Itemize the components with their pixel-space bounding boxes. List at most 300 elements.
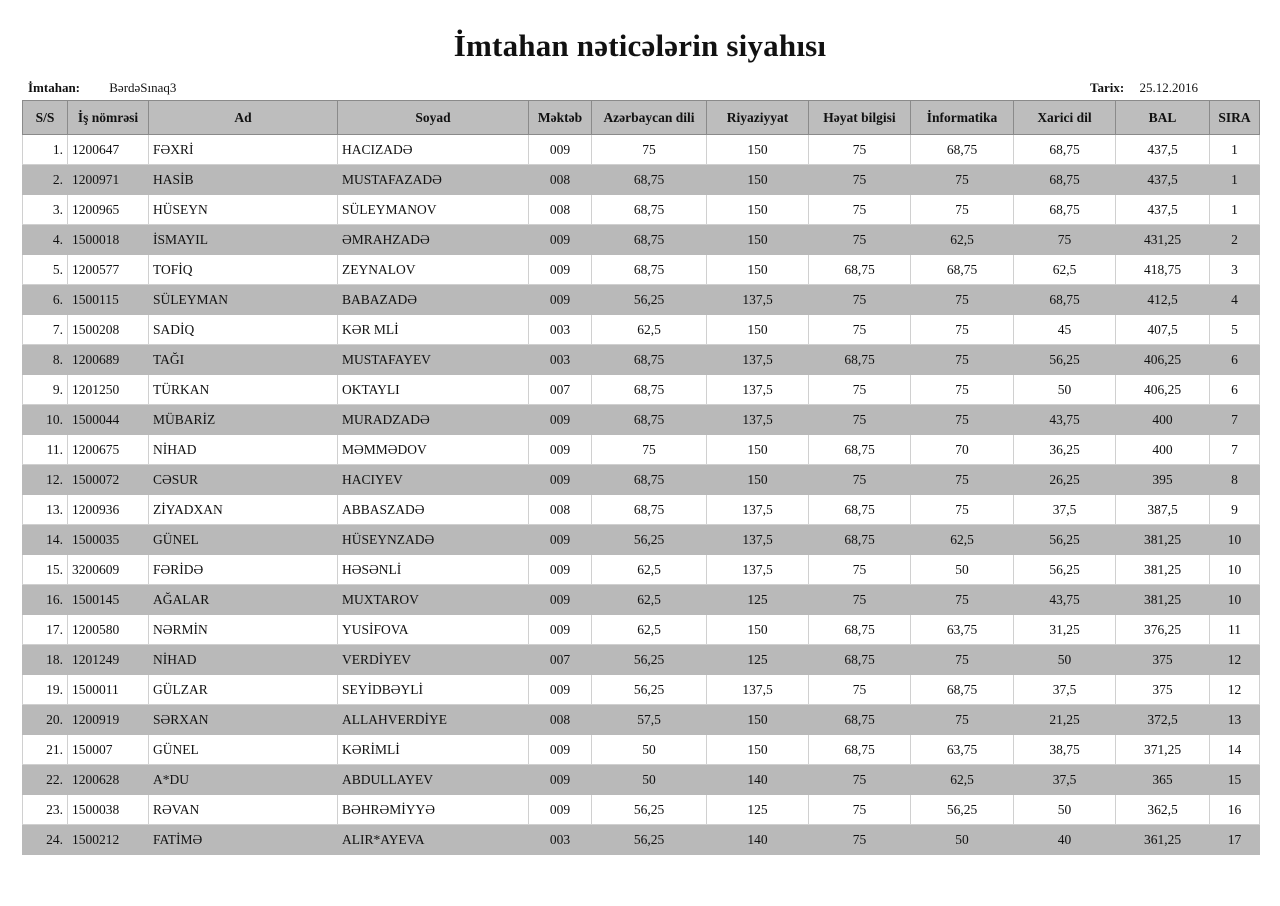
cell-name: CƏSUR bbox=[149, 465, 338, 495]
cell-azerbaijani: 68,75 bbox=[592, 405, 707, 435]
cell-informatics: 75 bbox=[911, 495, 1014, 525]
cell-name: SƏRXAN bbox=[149, 705, 338, 735]
col-header-math: Riyaziyyat bbox=[707, 101, 809, 135]
cell-foreign-language: 40 bbox=[1014, 825, 1116, 855]
cell-rank: 3 bbox=[1210, 255, 1260, 285]
cell-math: 125 bbox=[707, 645, 809, 675]
cell-informatics: 75 bbox=[911, 465, 1014, 495]
cell-math: 150 bbox=[707, 735, 809, 765]
cell-rank: 16 bbox=[1210, 795, 1260, 825]
table-row bbox=[23, 585, 1260, 615]
cell-azerbaijani: 68,75 bbox=[592, 255, 707, 285]
cell-surname: OKTAYLI bbox=[338, 375, 529, 405]
cell-ss: 23. bbox=[23, 795, 68, 825]
cell-azerbaijani: 50 bbox=[592, 765, 707, 795]
col-header-azerbaijani: Azərbaycan dili bbox=[592, 101, 707, 135]
cell-work-number: 1500145 bbox=[68, 585, 149, 615]
cell-life-science: 68,75 bbox=[809, 615, 911, 645]
cell-life-science: 75 bbox=[809, 585, 911, 615]
cell-school: 008 bbox=[529, 165, 592, 195]
cell-informatics: 63,75 bbox=[911, 615, 1014, 645]
cell-score: 371,25 bbox=[1116, 735, 1210, 765]
cell-name: NƏRMİN bbox=[149, 615, 338, 645]
cell-name: ZİYADXAN bbox=[149, 495, 338, 525]
cell-life-science: 75 bbox=[809, 285, 911, 315]
cell-rank: 5 bbox=[1210, 315, 1260, 345]
cell-school: 009 bbox=[529, 465, 592, 495]
table-row bbox=[23, 795, 1260, 825]
cell-work-number: 1201249 bbox=[68, 645, 149, 675]
cell-rank: 8 bbox=[1210, 465, 1260, 495]
cell-foreign-language: 50 bbox=[1014, 375, 1116, 405]
cell-school: 008 bbox=[529, 705, 592, 735]
cell-math: 150 bbox=[707, 135, 809, 165]
cell-life-science: 75 bbox=[809, 825, 911, 855]
cell-name: AĞALAR bbox=[149, 585, 338, 615]
cell-foreign-language: 50 bbox=[1014, 645, 1116, 675]
cell-ss: 18. bbox=[23, 645, 68, 675]
cell-school: 003 bbox=[529, 345, 592, 375]
cell-informatics: 75 bbox=[911, 405, 1014, 435]
cell-azerbaijani: 75 bbox=[592, 135, 707, 165]
cell-azerbaijani: 68,75 bbox=[592, 465, 707, 495]
cell-surname: HƏSƏNLİ bbox=[338, 555, 529, 585]
cell-surname: BABAZADƏ bbox=[338, 285, 529, 315]
cell-azerbaijani: 56,25 bbox=[592, 825, 707, 855]
cell-rank: 14 bbox=[1210, 735, 1260, 765]
cell-informatics: 75 bbox=[911, 645, 1014, 675]
cell-math: 125 bbox=[707, 795, 809, 825]
table-row bbox=[23, 195, 1260, 225]
cell-school: 008 bbox=[529, 195, 592, 225]
cell-informatics: 75 bbox=[911, 345, 1014, 375]
cell-score: 406,25 bbox=[1116, 375, 1210, 405]
cell-surname: MUXTAROV bbox=[338, 585, 529, 615]
cell-informatics: 68,75 bbox=[911, 255, 1014, 285]
cell-name: A*DU bbox=[149, 765, 338, 795]
cell-surname: ƏMRAHZADƏ bbox=[338, 225, 529, 255]
cell-ss: 1. bbox=[23, 135, 68, 165]
cell-school: 009 bbox=[529, 765, 592, 795]
cell-score: 362,5 bbox=[1116, 795, 1210, 825]
cell-score: 375 bbox=[1116, 645, 1210, 675]
cell-azerbaijani: 62,5 bbox=[592, 585, 707, 615]
cell-name: GÜNEL bbox=[149, 525, 338, 555]
cell-life-science: 68,75 bbox=[809, 435, 911, 465]
cell-life-science: 68,75 bbox=[809, 495, 911, 525]
cell-informatics: 70 bbox=[911, 435, 1014, 465]
cell-school: 007 bbox=[529, 375, 592, 405]
cell-foreign-language: 68,75 bbox=[1014, 165, 1116, 195]
cell-surname: BƏHRƏMİYYƏ bbox=[338, 795, 529, 825]
col-header-ss: S/S bbox=[23, 101, 68, 135]
cell-surname: ABBASZADƏ bbox=[338, 495, 529, 525]
col-header-surname: Soyad bbox=[338, 101, 529, 135]
cell-azerbaijani: 56,25 bbox=[592, 285, 707, 315]
cell-surname: HACIZADƏ bbox=[338, 135, 529, 165]
col-header-school: Məktəb bbox=[529, 101, 592, 135]
cell-math: 137,5 bbox=[707, 375, 809, 405]
cell-surname: ABDULLAYEV bbox=[338, 765, 529, 795]
cell-score: 361,25 bbox=[1116, 825, 1210, 855]
cell-math: 140 bbox=[707, 825, 809, 855]
cell-rank: 17 bbox=[1210, 825, 1260, 855]
cell-informatics: 62,5 bbox=[911, 765, 1014, 795]
cell-rank: 10 bbox=[1210, 585, 1260, 615]
cell-life-science: 75 bbox=[809, 795, 911, 825]
cell-life-science: 68,75 bbox=[809, 645, 911, 675]
cell-rank: 6 bbox=[1210, 345, 1260, 375]
exam-value: BərdəSınaq3 bbox=[109, 80, 177, 95]
cell-informatics: 75 bbox=[911, 285, 1014, 315]
cell-ss: 19. bbox=[23, 675, 68, 705]
cell-azerbaijani: 68,75 bbox=[592, 165, 707, 195]
cell-rank: 15 bbox=[1210, 765, 1260, 795]
cell-life-science: 75 bbox=[809, 195, 911, 225]
cell-foreign-language: 26,25 bbox=[1014, 465, 1116, 495]
cell-rank: 6 bbox=[1210, 375, 1260, 405]
cell-school: 009 bbox=[529, 675, 592, 705]
cell-life-science: 75 bbox=[809, 405, 911, 435]
cell-score: 381,25 bbox=[1116, 585, 1210, 615]
cell-azerbaijani: 62,5 bbox=[592, 555, 707, 585]
table-row bbox=[23, 255, 1260, 285]
cell-azerbaijani: 56,25 bbox=[592, 795, 707, 825]
cell-score: 375 bbox=[1116, 675, 1210, 705]
cell-surname: SÜLEYMANOV bbox=[338, 195, 529, 225]
cell-ss: 5. bbox=[23, 255, 68, 285]
cell-work-number: 1200965 bbox=[68, 195, 149, 225]
cell-azerbaijani: 75 bbox=[592, 435, 707, 465]
table-row bbox=[23, 435, 1260, 465]
cell-foreign-language: 37,5 bbox=[1014, 765, 1116, 795]
cell-score: 407,5 bbox=[1116, 315, 1210, 345]
exam-label: İmtahan: bbox=[28, 80, 81, 95]
cell-work-number: 150007 bbox=[68, 735, 149, 765]
cell-school: 009 bbox=[529, 795, 592, 825]
cell-azerbaijani: 62,5 bbox=[592, 315, 707, 345]
cell-work-number: 1200675 bbox=[68, 435, 149, 465]
cell-work-number: 1500018 bbox=[68, 225, 149, 255]
cell-math: 137,5 bbox=[707, 495, 809, 525]
cell-name: HÜSEYN bbox=[149, 195, 338, 225]
cell-math: 150 bbox=[707, 165, 809, 195]
cell-rank: 10 bbox=[1210, 525, 1260, 555]
cell-life-science: 75 bbox=[809, 375, 911, 405]
cell-life-science: 75 bbox=[809, 555, 911, 585]
cell-foreign-language: 21,25 bbox=[1014, 705, 1116, 735]
table-row bbox=[23, 135, 1260, 165]
cell-life-science: 68,75 bbox=[809, 735, 911, 765]
cell-rank: 11 bbox=[1210, 615, 1260, 645]
cell-rank: 1 bbox=[1210, 165, 1260, 195]
table-row bbox=[23, 525, 1260, 555]
cell-score: 437,5 bbox=[1116, 135, 1210, 165]
table-row bbox=[23, 495, 1260, 525]
cell-foreign-language: 56,25 bbox=[1014, 555, 1116, 585]
cell-azerbaijani: 50 bbox=[592, 735, 707, 765]
cell-informatics: 62,5 bbox=[911, 525, 1014, 555]
cell-surname: MUSTAFAZADƏ bbox=[338, 165, 529, 195]
header-row bbox=[23, 101, 1260, 135]
cell-azerbaijani: 68,75 bbox=[592, 375, 707, 405]
cell-math: 137,5 bbox=[707, 675, 809, 705]
cell-azerbaijani: 68,75 bbox=[592, 495, 707, 525]
cell-foreign-language: 43,75 bbox=[1014, 405, 1116, 435]
cell-rank: 12 bbox=[1210, 645, 1260, 675]
cell-informatics: 75 bbox=[911, 585, 1014, 615]
cell-surname: MUSTAFAYEV bbox=[338, 345, 529, 375]
cell-ss: 17. bbox=[23, 615, 68, 645]
cell-surname: VERDİYEV bbox=[338, 645, 529, 675]
cell-school: 007 bbox=[529, 645, 592, 675]
table-row bbox=[23, 315, 1260, 345]
cell-math: 150 bbox=[707, 195, 809, 225]
cell-school: 003 bbox=[529, 315, 592, 345]
cell-informatics: 75 bbox=[911, 195, 1014, 225]
cell-score: 381,25 bbox=[1116, 555, 1210, 585]
cell-work-number: 1500115 bbox=[68, 285, 149, 315]
cell-math: 150 bbox=[707, 435, 809, 465]
cell-azerbaijani: 68,75 bbox=[592, 195, 707, 225]
cell-surname: MƏMMƏDOV bbox=[338, 435, 529, 465]
cell-azerbaijani: 62,5 bbox=[592, 615, 707, 645]
table-row bbox=[23, 705, 1260, 735]
cell-surname: HACIYEV bbox=[338, 465, 529, 495]
cell-math: 150 bbox=[707, 705, 809, 735]
cell-ss: 16. bbox=[23, 585, 68, 615]
table-row bbox=[23, 675, 1260, 705]
cell-name: MÜBARİZ bbox=[149, 405, 338, 435]
cell-foreign-language: 43,75 bbox=[1014, 585, 1116, 615]
cell-name: GÜNEL bbox=[149, 735, 338, 765]
results-table bbox=[22, 100, 1260, 855]
cell-informatics: 62,5 bbox=[911, 225, 1014, 255]
table-row bbox=[23, 645, 1260, 675]
cell-score: 431,25 bbox=[1116, 225, 1210, 255]
cell-foreign-language: 50 bbox=[1014, 795, 1116, 825]
cell-work-number: 1200628 bbox=[68, 765, 149, 795]
cell-ss: 12. bbox=[23, 465, 68, 495]
cell-foreign-language: 68,75 bbox=[1014, 195, 1116, 225]
table-row bbox=[23, 345, 1260, 375]
cell-math: 140 bbox=[707, 765, 809, 795]
cell-azerbaijani: 56,25 bbox=[592, 675, 707, 705]
cell-surname: ZEYNALOV bbox=[338, 255, 529, 285]
cell-score: 400 bbox=[1116, 435, 1210, 465]
cell-name: GÜLZAR bbox=[149, 675, 338, 705]
col-header-score: BAL bbox=[1116, 101, 1210, 135]
table-row bbox=[23, 465, 1260, 495]
date-info bbox=[1090, 80, 1198, 96]
cell-ss: 4. bbox=[23, 225, 68, 255]
cell-school: 003 bbox=[529, 825, 592, 855]
cell-name: NİHAD bbox=[149, 435, 338, 465]
cell-ss: 11. bbox=[23, 435, 68, 465]
cell-math: 137,5 bbox=[707, 555, 809, 585]
cell-work-number: 1200919 bbox=[68, 705, 149, 735]
cell-score: 381,25 bbox=[1116, 525, 1210, 555]
table-row bbox=[23, 375, 1260, 405]
cell-life-science: 68,75 bbox=[809, 345, 911, 375]
cell-work-number: 1200647 bbox=[68, 135, 149, 165]
cell-math: 150 bbox=[707, 225, 809, 255]
cell-name: İSMAYIL bbox=[149, 225, 338, 255]
cell-ss: 24. bbox=[23, 825, 68, 855]
cell-foreign-language: 68,75 bbox=[1014, 135, 1116, 165]
cell-life-science: 75 bbox=[809, 135, 911, 165]
cell-ss: 8. bbox=[23, 345, 68, 375]
cell-life-science: 75 bbox=[809, 675, 911, 705]
cell-work-number: 3200609 bbox=[68, 555, 149, 585]
cell-ss: 14. bbox=[23, 525, 68, 555]
cell-foreign-language: 31,25 bbox=[1014, 615, 1116, 645]
cell-ss: 13. bbox=[23, 495, 68, 525]
cell-azerbaijani: 56,25 bbox=[592, 645, 707, 675]
cell-informatics: 56,25 bbox=[911, 795, 1014, 825]
cell-foreign-language: 56,25 bbox=[1014, 525, 1116, 555]
cell-informatics: 63,75 bbox=[911, 735, 1014, 765]
cell-ss: 15. bbox=[23, 555, 68, 585]
cell-surname: MURADZADƏ bbox=[338, 405, 529, 435]
cell-rank: 9 bbox=[1210, 495, 1260, 525]
cell-math: 137,5 bbox=[707, 525, 809, 555]
cell-ss: 3. bbox=[23, 195, 68, 225]
cell-school: 009 bbox=[529, 555, 592, 585]
cell-foreign-language: 37,5 bbox=[1014, 495, 1116, 525]
table-row bbox=[23, 615, 1260, 645]
cell-life-science: 75 bbox=[809, 465, 911, 495]
cell-life-science: 75 bbox=[809, 315, 911, 345]
table-row bbox=[23, 735, 1260, 765]
cell-surname: KƏR MLİ bbox=[338, 315, 529, 345]
cell-name: HASİB bbox=[149, 165, 338, 195]
cell-surname: ALIR*AYEVA bbox=[338, 825, 529, 855]
cell-rank: 13 bbox=[1210, 705, 1260, 735]
cell-ss: 2. bbox=[23, 165, 68, 195]
cell-informatics: 75 bbox=[911, 165, 1014, 195]
cell-rank: 2 bbox=[1210, 225, 1260, 255]
cell-foreign-language: 56,25 bbox=[1014, 345, 1116, 375]
cell-ss: 6. bbox=[23, 285, 68, 315]
cell-work-number: 1500072 bbox=[68, 465, 149, 495]
cell-foreign-language: 38,75 bbox=[1014, 735, 1116, 765]
col-header-work-number: İş nömrəsi bbox=[68, 101, 149, 135]
cell-informatics: 75 bbox=[911, 315, 1014, 345]
cell-score: 372,5 bbox=[1116, 705, 1210, 735]
cell-school: 008 bbox=[529, 495, 592, 525]
cell-rank: 1 bbox=[1210, 195, 1260, 225]
cell-name: NİHAD bbox=[149, 645, 338, 675]
cell-name: FATİMƏ bbox=[149, 825, 338, 855]
exam-meta bbox=[28, 80, 1198, 98]
table-row bbox=[23, 405, 1260, 435]
cell-score: 406,25 bbox=[1116, 345, 1210, 375]
cell-math: 125 bbox=[707, 585, 809, 615]
cell-school: 009 bbox=[529, 405, 592, 435]
cell-rank: 12 bbox=[1210, 675, 1260, 705]
cell-school: 009 bbox=[529, 135, 592, 165]
cell-name: FƏXRİ bbox=[149, 135, 338, 165]
cell-work-number: 1200580 bbox=[68, 615, 149, 645]
cell-math: 137,5 bbox=[707, 345, 809, 375]
cell-work-number: 1201250 bbox=[68, 375, 149, 405]
cell-math: 150 bbox=[707, 615, 809, 645]
cell-name: SÜLEYMAN bbox=[149, 285, 338, 315]
cell-ss: 9. bbox=[23, 375, 68, 405]
cell-life-science: 75 bbox=[809, 225, 911, 255]
cell-life-science: 75 bbox=[809, 165, 911, 195]
cell-ss: 7. bbox=[23, 315, 68, 345]
date-value: 25.12.2016 bbox=[1139, 80, 1198, 95]
cell-work-number: 1500044 bbox=[68, 405, 149, 435]
cell-name: TAĞI bbox=[149, 345, 338, 375]
cell-rank: 10 bbox=[1210, 555, 1260, 585]
cell-score: 400 bbox=[1116, 405, 1210, 435]
cell-school: 009 bbox=[529, 585, 592, 615]
cell-score: 376,25 bbox=[1116, 615, 1210, 645]
cell-score: 365 bbox=[1116, 765, 1210, 795]
col-header-rank: SIRA bbox=[1210, 101, 1260, 135]
cell-name: TÜRKAN bbox=[149, 375, 338, 405]
cell-azerbaijani: 57,5 bbox=[592, 705, 707, 735]
cell-work-number: 1200689 bbox=[68, 345, 149, 375]
cell-azerbaijani: 56,25 bbox=[592, 525, 707, 555]
table-row bbox=[23, 555, 1260, 585]
table-row bbox=[23, 225, 1260, 255]
col-header-informatics: İnformatika bbox=[911, 101, 1014, 135]
col-header-foreign-language: Xarici dil bbox=[1014, 101, 1116, 135]
cell-score: 418,75 bbox=[1116, 255, 1210, 285]
cell-work-number: 1200971 bbox=[68, 165, 149, 195]
cell-informatics: 75 bbox=[911, 705, 1014, 735]
cell-school: 009 bbox=[529, 435, 592, 465]
col-header-life-science: Həyat bilgisi bbox=[809, 101, 911, 135]
cell-work-number: 1500212 bbox=[68, 825, 149, 855]
date-label: Tarix: bbox=[1090, 80, 1125, 95]
cell-school: 009 bbox=[529, 255, 592, 285]
cell-work-number: 1500208 bbox=[68, 315, 149, 345]
cell-ss: 21. bbox=[23, 735, 68, 765]
cell-ss: 20. bbox=[23, 705, 68, 735]
cell-name: FƏRİDƏ bbox=[149, 555, 338, 585]
cell-informatics: 68,75 bbox=[911, 675, 1014, 705]
table-row bbox=[23, 285, 1260, 315]
cell-work-number: 1500011 bbox=[68, 675, 149, 705]
cell-score: 437,5 bbox=[1116, 165, 1210, 195]
cell-score: 437,5 bbox=[1116, 195, 1210, 225]
cell-azerbaijani: 68,75 bbox=[592, 225, 707, 255]
col-header-name: Ad bbox=[149, 101, 338, 135]
cell-school: 009 bbox=[529, 525, 592, 555]
cell-informatics: 75 bbox=[911, 375, 1014, 405]
cell-surname: SEYİDBƏYLİ bbox=[338, 675, 529, 705]
cell-score: 412,5 bbox=[1116, 285, 1210, 315]
exam-info bbox=[28, 80, 176, 96]
cell-score: 395 bbox=[1116, 465, 1210, 495]
cell-rank: 1 bbox=[1210, 135, 1260, 165]
cell-math: 150 bbox=[707, 465, 809, 495]
cell-name: SADİQ bbox=[149, 315, 338, 345]
cell-foreign-language: 62,5 bbox=[1014, 255, 1116, 285]
cell-school: 009 bbox=[529, 735, 592, 765]
cell-work-number: 1200577 bbox=[68, 255, 149, 285]
cell-informatics: 68,75 bbox=[911, 135, 1014, 165]
cell-work-number: 1500038 bbox=[68, 795, 149, 825]
cell-life-science: 68,75 bbox=[809, 705, 911, 735]
cell-rank: 7 bbox=[1210, 405, 1260, 435]
cell-math: 150 bbox=[707, 315, 809, 345]
